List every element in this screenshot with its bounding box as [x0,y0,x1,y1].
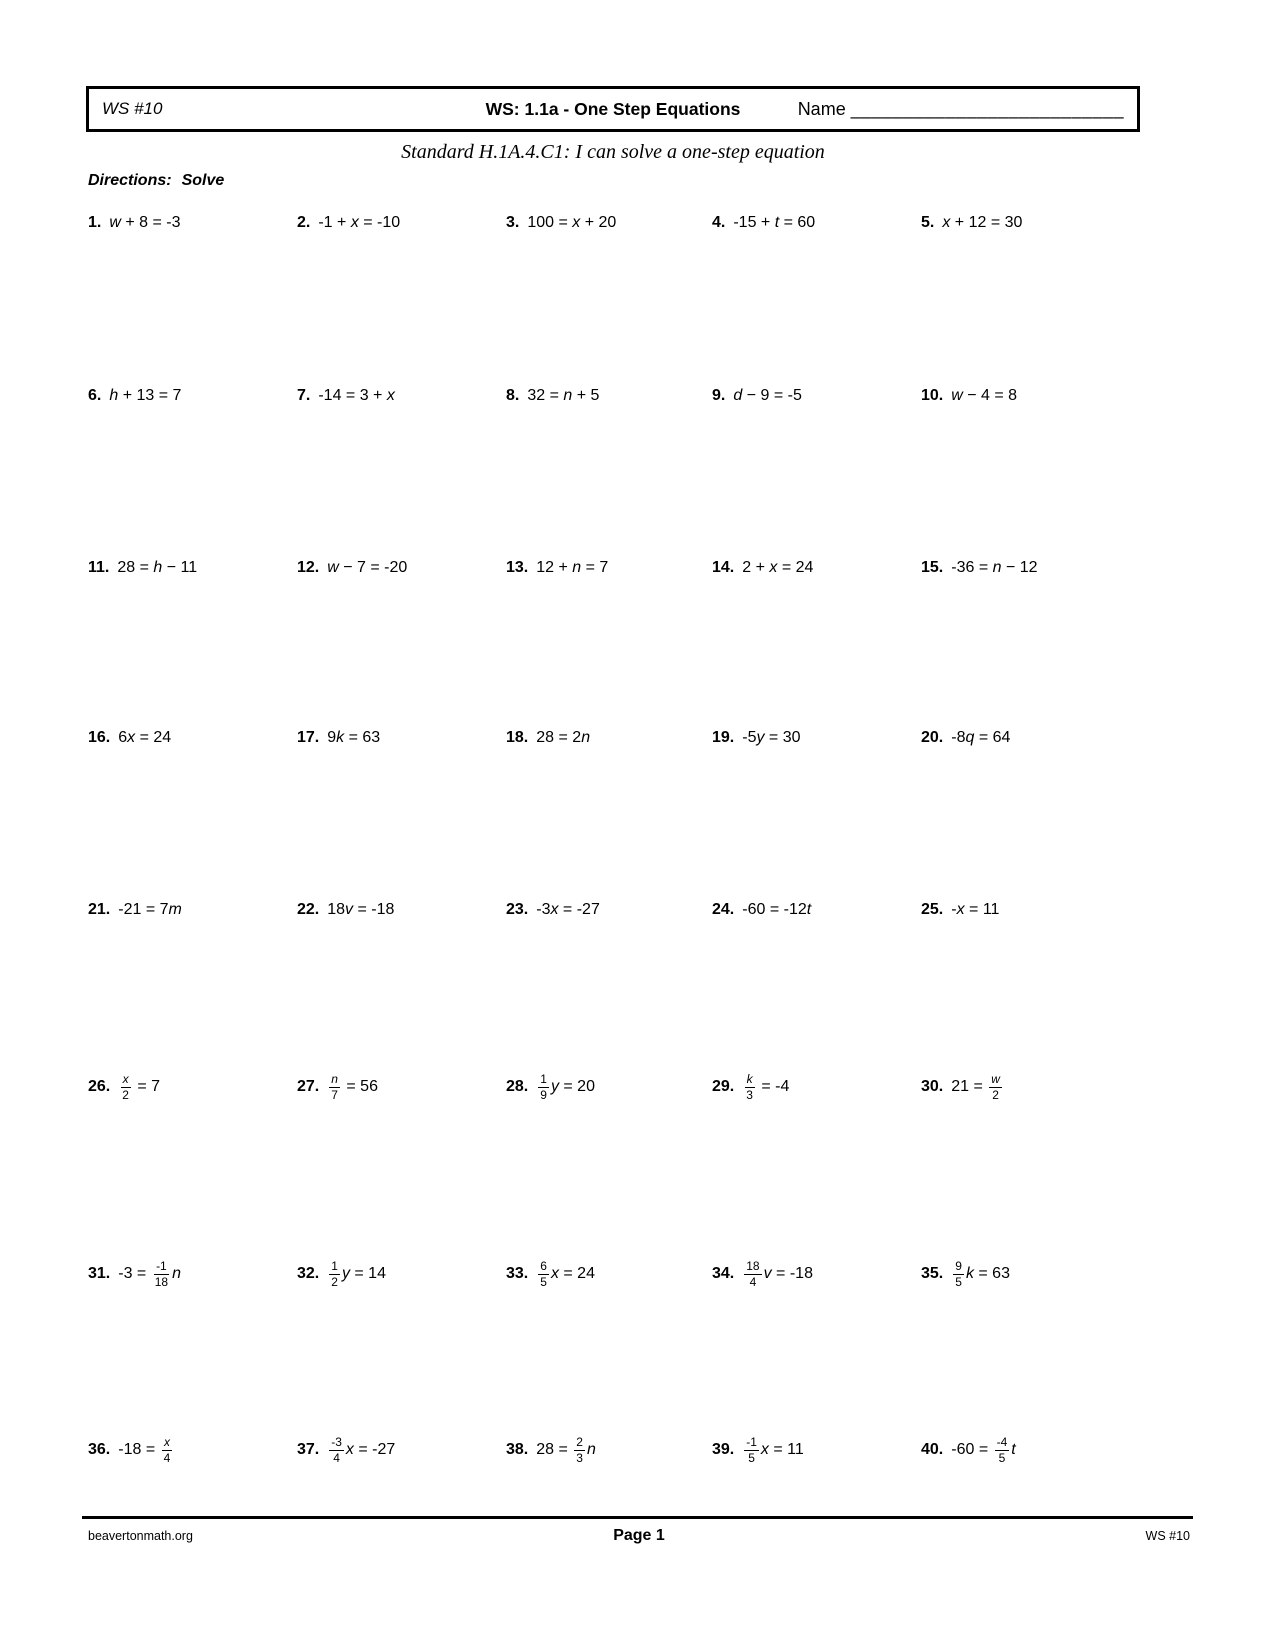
problem-12 [297,558,506,579]
name-blank-line: __________________________ [850,98,1124,119]
problem-28 [506,1073,712,1101]
variable: t [806,901,812,918]
variable: x [345,1441,354,1459]
variable: n [572,559,582,576]
footer-rule [82,1516,1193,1519]
problem-number: 39. [712,1441,735,1459]
variable: x [350,214,359,231]
fraction: $\frac{x}{2}$ [122,1072,129,1102]
equation: $\frac{1}{9}$ y = 20 [540,1072,595,1102]
equation: w − 7 = -20 [327,559,408,576]
problem-number: 33. [506,1265,529,1283]
variable: h [109,387,119,404]
problem-number: 30. [921,1078,944,1096]
equation: -x = 11 [951,901,1000,918]
worksheet-title: WS: 1.1a - One Step Equations [485,98,741,119]
problem-number: 4. [712,214,726,231]
problem-number: 21. [88,901,111,918]
problem-26 [88,1073,297,1101]
equation: $\frac{n}{7}$ = 56 [331,1072,378,1102]
variable: n [992,559,1002,576]
fraction: $\frac{1}{9}$ [540,1072,547,1102]
problem-6 [88,386,297,407]
variable: x [769,559,778,576]
problem-20 [921,728,1200,749]
fraction: $\frac{1}{2}$ [331,1259,338,1289]
variable: y [341,1265,350,1283]
equation: w + 8 = -3 [109,214,181,231]
equation: 32 = n + 5 [527,387,600,404]
problem-35 [921,1260,1200,1288]
equation: $\frac{x}{2}$ = 7 [122,1072,161,1102]
problem-number: 1. [88,214,102,231]
equation: $\frac{9}{5}$ k = 63 [955,1259,1010,1289]
problem-number: 28. [506,1078,529,1096]
problem-number: 18. [506,729,529,746]
ws-number: WS #10 [102,99,163,118]
problem-2 [297,213,506,234]
name-area [798,99,1124,120]
equation: 100 = x + 20 [527,214,617,231]
variable: x [550,1265,559,1283]
problem-number: 32. [297,1265,320,1283]
standard-line: Standard H.1A.4.C1: I can solve a one-step equation [401,141,825,163]
problem-36 [88,1436,297,1464]
problem-number: 5. [921,214,935,231]
equation: 21 = $\frac{w}{2}$ [951,1072,1000,1102]
problems-grid [88,213,1200,1464]
fraction: $\frac{2}{3}$ [576,1435,583,1465]
equation: $\frac{1}{2}$ y = 14 [331,1259,386,1289]
variable: h [153,559,163,576]
problem-number: 11. [88,559,110,576]
equation: d − 9 = -5 [733,387,802,404]
equation: -1 + x = -10 [318,214,401,231]
variable: x [386,387,395,404]
variable: v [345,901,354,918]
problem-1 [88,213,297,234]
name-label: Name [797,98,846,119]
variable: q [965,729,975,746]
problem-21 [88,900,297,921]
problem-number: 7. [297,387,311,404]
equation: $\frac{-3}{4}$ x = -27 [331,1435,396,1465]
problem-number: 14. [712,559,735,576]
problem-10 [921,386,1200,407]
problem-number: 34. [712,1265,735,1283]
problem-8 [506,386,712,407]
problem-number: 40. [921,1441,944,1459]
fraction: $\frac{18}{4}$ [746,1259,760,1289]
equation: 18v = -18 [327,901,395,918]
problem-11 [88,558,297,579]
footer-site: beavertonmath.org [88,1529,193,1543]
equation: -3 = $\frac{-1}{18}$ n [118,1259,181,1289]
directions-label: Directions: [88,172,172,189]
problem-7 [297,386,506,407]
equation: x + 12 = 30 [942,214,1023,231]
equation: -18 = $\frac{x}{4}$ [118,1435,171,1465]
equation: h + 13 = 7 [109,387,182,404]
variable: t [774,214,780,231]
fraction: $\frac{-4}{5}$ [996,1435,1008,1465]
fraction: $\frac{-3}{4}$ [331,1435,342,1465]
variable: n [581,729,591,746]
problem-number: 12. [297,559,320,576]
problem-number: 24. [712,901,735,918]
problem-number: 26. [88,1078,111,1096]
problem-4 [712,213,921,234]
problem-number: 27. [297,1078,320,1096]
fraction: $\frac{n}{7}$ [331,1072,338,1102]
problem-number: 16. [88,729,111,746]
fraction: $\frac{w}{2}$ [991,1072,1000,1102]
problem-number: 35. [921,1265,944,1283]
equation: $\frac{18}{4}$ v = -18 [746,1259,813,1289]
problem-number: 2. [297,214,311,231]
problem-number: 10. [921,387,944,404]
problem-29 [712,1073,921,1101]
problem-31 [88,1260,297,1288]
fraction: $\frac{x}{4}$ [163,1435,171,1465]
equation: -36 = n − 12 [951,559,1038,576]
variable: y [756,729,765,746]
variable: y [550,1078,559,1096]
equation: -60 = -12t [742,901,812,918]
problem-number: 15. [921,559,944,576]
problem-24 [712,900,921,921]
variable: w [951,387,963,404]
problem-number: 37. [297,1441,320,1459]
problem-number: 38. [506,1441,529,1459]
variable: x [942,214,951,231]
variable: d [733,387,743,404]
problem-27 [297,1073,506,1101]
equation: -14 = 3 + x [318,387,395,404]
equation: 9k = 63 [327,729,381,746]
equation: -15 + t = 60 [733,214,816,231]
variable: k [965,1265,974,1283]
header-box [86,86,1140,132]
directions [88,172,224,190]
problem-number: 13. [506,559,529,576]
variable: n [563,387,573,404]
footer-ws-number: WS #10 [1145,1529,1190,1543]
variable: x [550,901,559,918]
variable: x [572,214,581,231]
footer [88,1527,1190,1545]
variable: w [109,214,121,231]
problem-number: 25. [921,901,944,918]
problem-number: 6. [88,387,102,404]
equation: -5y = 30 [742,729,801,746]
equation: -60 = $\frac{-4}{5}$ t [951,1435,1016,1465]
problem-34 [712,1260,921,1288]
equation: 28 = $\frac{2}{3}$ n [536,1435,596,1465]
problem-5 [921,213,1200,234]
problem-number: 20. [921,729,944,746]
footer-page-number: Page 1 [613,1527,665,1544]
equation: -3x = -27 [536,901,600,918]
fraction: $\frac{-1}{18}$ [154,1259,169,1289]
problem-22 [297,900,506,921]
problem-17 [297,728,506,749]
variable: w [327,559,339,576]
problem-number: 19. [712,729,735,746]
variable: v [763,1265,772,1283]
problem-number: 29. [712,1078,735,1096]
equation: $\frac{k}{3}$ = -4 [746,1072,790,1102]
problem-33 [506,1260,712,1288]
equation: -8q = 64 [951,729,1011,746]
problem-40 [921,1436,1200,1464]
problem-37 [297,1436,506,1464]
equation: $\frac{6}{5}$ x = 24 [540,1259,595,1289]
equation: $\frac{-1}{5}$ x = 11 [746,1435,804,1465]
equation: 6x = 24 [118,729,172,746]
problem-30 [921,1073,1200,1101]
problem-number: 9. [712,387,726,404]
problem-16 [88,728,297,749]
equation: 28 = h − 11 [117,559,198,576]
equation: w − 4 = 8 [951,387,1018,404]
problem-number: 8. [506,387,520,404]
problem-number: 3. [506,214,520,231]
directions-text: Solve [181,172,225,189]
variable: m [168,901,182,918]
problem-23 [506,900,712,921]
equation: 12 + n = 7 [536,559,609,576]
problem-number: 36. [88,1441,111,1459]
fraction: $\frac{k}{3}$ [746,1072,753,1102]
problem-number: 31. [88,1265,111,1283]
problem-15 [921,558,1200,579]
problem-18 [506,728,712,749]
problem-number: 17. [297,729,320,746]
problem-32 [297,1260,506,1288]
equation: 28 = 2n [536,729,591,746]
fraction: $\frac{9}{5}$ [955,1259,962,1289]
variable: n [172,1265,181,1283]
variable: t [1011,1441,1016,1459]
variable: x [956,901,965,918]
problem-3 [506,213,712,234]
fraction: $\frac{6}{5}$ [540,1259,547,1289]
problem-number: 22. [297,901,320,918]
variable: x [127,729,136,746]
problem-9 [712,386,921,407]
problem-38 [506,1436,712,1464]
problem-39 [712,1436,921,1464]
equation: -21 = 7m [118,901,182,918]
problem-14 [712,558,921,579]
variable: k [336,729,345,746]
problem-25 [921,900,1200,921]
variable: x [760,1441,769,1459]
fraction: $\frac{-1}{5}$ [746,1435,757,1465]
equation: 2 + x = 24 [742,559,814,576]
variable: n [586,1441,596,1459]
problem-number: 23. [506,901,529,918]
problem-13 [506,558,712,579]
problem-19 [712,728,921,749]
